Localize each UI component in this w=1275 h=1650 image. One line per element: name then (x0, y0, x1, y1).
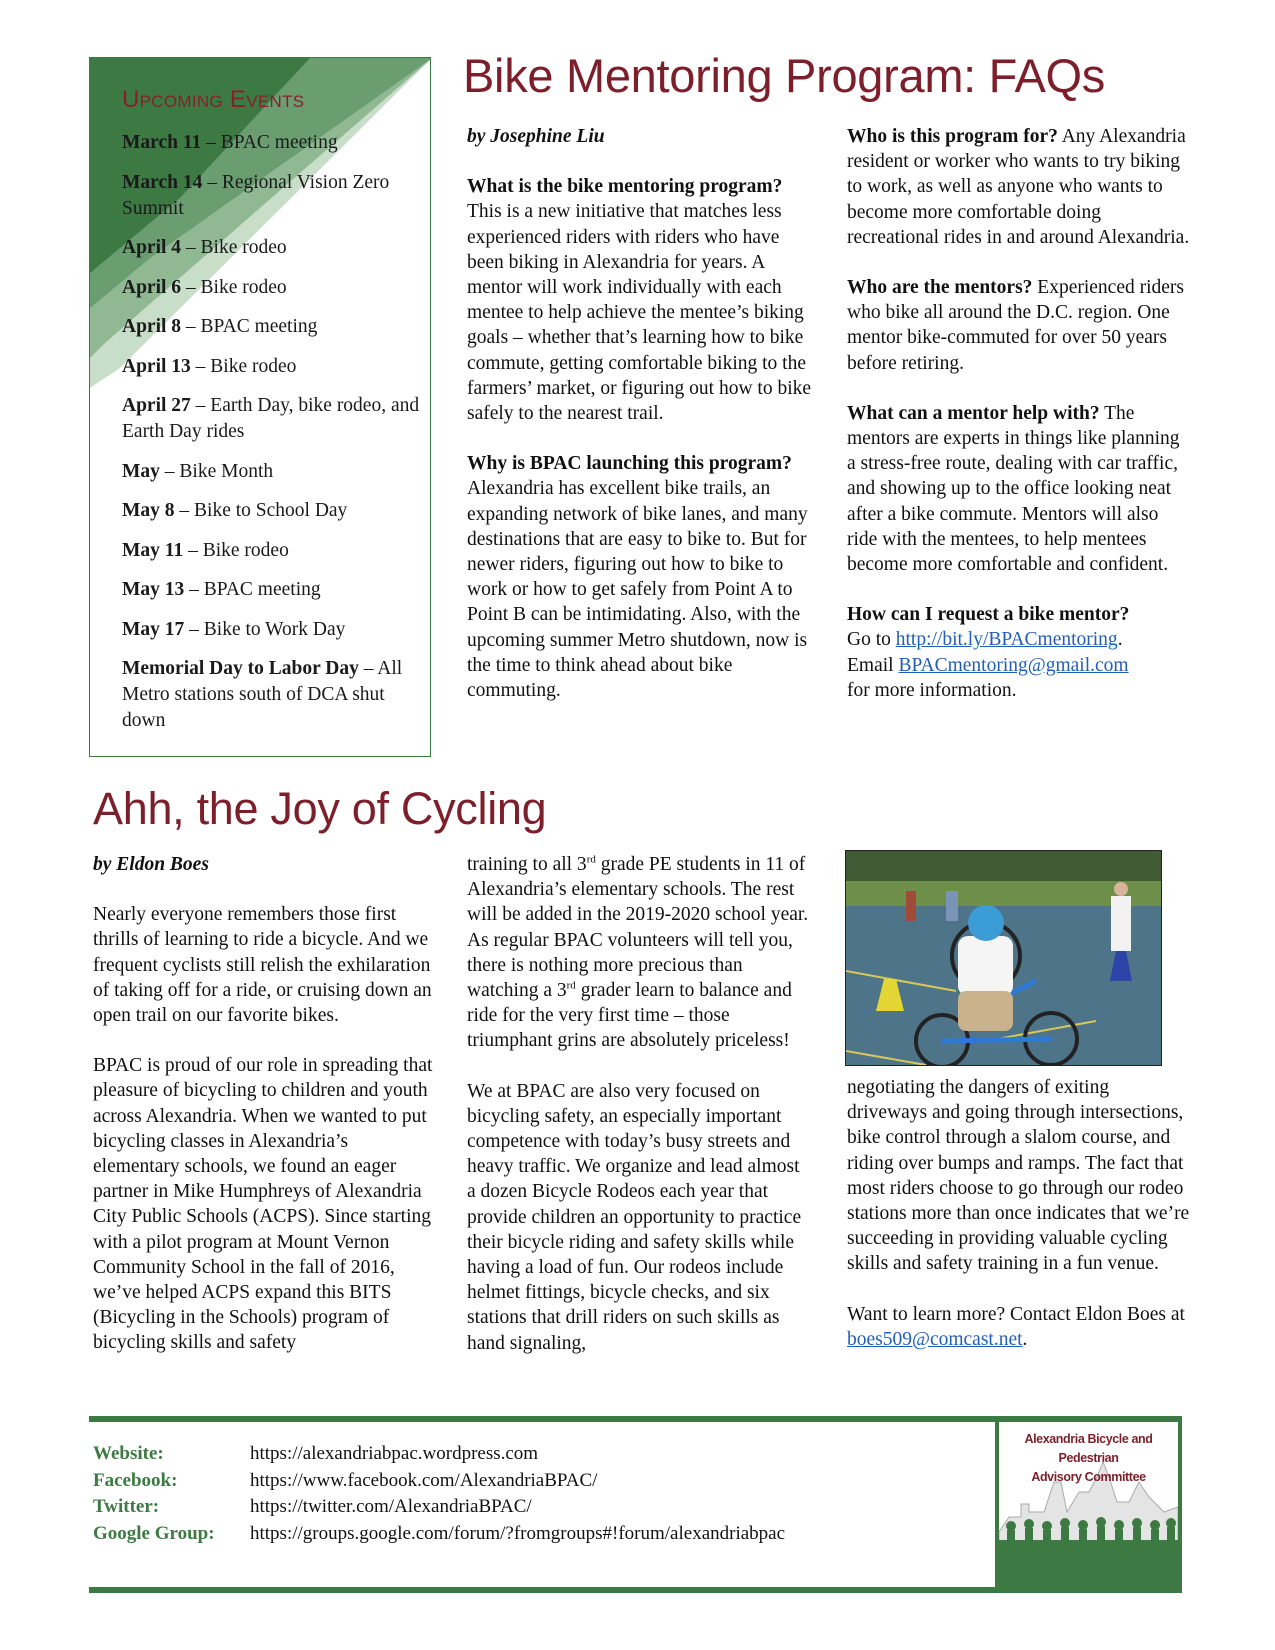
event-item (122, 354, 422, 380)
separator: – (190, 355, 211, 377)
faq-question: Who are the mentors? (847, 277, 1033, 299)
text-run: training to all 3 (467, 854, 587, 875)
event-date: May 17 (122, 618, 185, 640)
event-item (122, 577, 422, 603)
event-desc: Bike rodeo (210, 355, 297, 377)
separator: – (159, 460, 180, 482)
faq-question: Who is this program for? (847, 126, 1058, 147)
joy-paragraph: We at BPAC are also very focused on bicycling safety, an especially important competence with today’s busy streets and heavy traffic. We organize and lead almost a dozen Bicycle Rodeos each year that provide children an opportunity to practice their bicycle riding and safety skills while having a load of fun. Our rodeos include helmet fittings, bicycle checks, and six stations that drill riders on such skills as hand signaling, (467, 1080, 802, 1354)
faq-question: How can I request a bike mentor? (847, 604, 1130, 626)
faq-byline: by Josephine Liu (467, 126, 605, 147)
separator: – (201, 132, 221, 153)
footer-link-row-twitter (93, 1494, 785, 1521)
photo-illustration (846, 851, 1162, 1066)
footer-label: Facebook: (93, 1469, 178, 1491)
joy-paragraph (467, 852, 812, 1054)
event-date: March 14 (122, 171, 203, 193)
footer-link-row-google-group (93, 1521, 785, 1548)
faq-article-title: Bike Mentoring Program: FAQs (463, 49, 1106, 102)
event-date: April 6 (122, 276, 182, 298)
event-item (122, 459, 422, 485)
faq-section (847, 275, 1192, 376)
event-desc: BPAC meeting (220, 132, 338, 153)
bpac-logo (999, 1422, 1178, 1587)
contact-email-link[interactable]: boes509@comcast.net (847, 1328, 1023, 1350)
faq-request-section (847, 602, 1192, 703)
separator: – (190, 395, 211, 416)
footer-label: Google Group: (93, 1522, 215, 1544)
footer-link-row-facebook (93, 1468, 785, 1495)
punctuation: . (1022, 1328, 1028, 1350)
punctuation: . (1117, 629, 1123, 651)
joy-column-1 (93, 852, 438, 1381)
footer-bottom-rule (89, 1587, 1178, 1593)
separator: – (183, 539, 203, 561)
separator: – (358, 658, 378, 679)
mentoring-email-link[interactable]: BPACmentoring@gmail.com (898, 654, 1129, 676)
faq-section (467, 174, 812, 426)
event-desc: Bike rodeo (200, 276, 287, 298)
joy-article-title: Ahh, the Joy of Cycling (93, 783, 547, 834)
event-item (122, 235, 422, 261)
event-item (122, 275, 422, 301)
faq-question: What is the bike mentoring program? (467, 176, 783, 198)
google-group-url[interactable]: https://groups.google.com/forum/?fromgroups#!forum/alexandriabpac (250, 1522, 786, 1544)
separator: – (181, 276, 201, 298)
twitter-url[interactable]: https://twitter.com/AlexandriaBPAC/ (250, 1496, 532, 1517)
event-date: April 13 (122, 355, 191, 377)
faq-answer: The mentors are experts in things like planning a stress-free route, dealing with car traffic, and showing up to the office looking neat after a bike commute. Mentors will also ride with the mentees, to help mentees become more comfortable and confident. (847, 402, 1180, 576)
event-date: May (122, 460, 160, 482)
faq-answer: Experienced riders who bike all around the D.C. region. One mentor bike-commuted for over 50 years before retiring. (847, 277, 1184, 374)
footer-label: Website: (93, 1443, 164, 1464)
event-date: April 8 (122, 316, 182, 337)
event-desc: Earth Day, bike rodeo, and Earth Day rides (122, 395, 420, 442)
separator: – (181, 316, 201, 337)
event-date: May 11 (122, 539, 184, 561)
footer-label: Twitter: (93, 1496, 160, 1517)
faq-answer: Alexandria has excellent bike trails, an expanding network of bike lanes, and many destinations that are easy to bike to. But for newer riders, figuring out how to bike to work or how to get safely from Point A to Point B can be intimidating. Also, with the upcoming summer Metro shutdown, now is the time to think ahead about bike commuting. (467, 478, 808, 702)
event-desc: Bike rodeo (200, 237, 287, 258)
separator: – (202, 171, 222, 193)
logo-line-2: Advisory Committee (1031, 1470, 1146, 1484)
faq-answer: This is a new initiative that matches less experienced riders with riders who have been biking in Alexandria for years. A mentor will work individually with each mentee to help achieve the mentee’s biking goals – whether that’s learning how to bike commute, getting comfortable biking to the farmers’ market, or figuring out how to bike safely to the nearest trail. (467, 201, 812, 425)
mentoring-signup-link[interactable]: http://bit.ly/BPACmentoring (895, 629, 1118, 651)
event-desc: Bike to School Day (194, 500, 348, 521)
footer-link-row-website (93, 1441, 785, 1468)
ordinal-suffix: rd (566, 979, 576, 992)
ordinal-suffix: rd (586, 853, 596, 866)
faq-section (467, 451, 812, 703)
email-label: Email (847, 654, 894, 676)
faq-section (847, 401, 1192, 577)
separator: – (174, 500, 195, 521)
logo-line-1: Alexandria Bicycle and Pedestrian (1024, 1432, 1153, 1465)
footer-links (93, 1441, 785, 1547)
event-item (122, 617, 422, 643)
logo-text (999, 1430, 1178, 1487)
joy-paragraph: Nearly everyone remembers those first thrills of learning to ride a bicycle. And we frequent cyclists still relish the exhilaration of taking off for a ride, or cruising down an open trail on our favorite bikes. (93, 904, 432, 1027)
separator: – (184, 579, 204, 600)
event-date: May 13 (122, 579, 185, 600)
joy-paragraph: BPAC is proud of our role in spreading that pleasure of bicycling to children and youth across Alexandria. When we wanted to put bicycling classes in Alexandria’s elementary schools, we found an eager partner in Mike Humphreys of Alexandria City Public Schools (ACPS). Since starting with a pilot program at Mount Vernon Community School in the fall of 2016, we’ve helped ACPS expand this BITS (Bicycling in the Schools) program of bicycling skills and safety (93, 1055, 433, 1354)
event-date: April 27 (122, 395, 191, 416)
event-desc: BPAC meeting (200, 316, 318, 337)
event-date: Memorial Day to Labor Day (122, 658, 359, 679)
joy-byline: by Eldon Boes (93, 854, 209, 875)
faq-answer: Any Alexandria resident or worker who wants to try biking to work, as well as anyone who wants to become more comfortable doing recreational rides in and around Alexandria. (847, 126, 1190, 248)
event-desc: Bike Month (179, 460, 274, 482)
separator: – (184, 618, 204, 640)
faq-question: Why is BPAC launching this program? (467, 453, 792, 475)
event-date: April 4 (122, 237, 182, 258)
upcoming-events-title: Upcoming Events (122, 86, 305, 113)
event-item (122, 170, 422, 222)
event-item (122, 130, 422, 156)
event-desc: All Metro stations south of DCA shut down (122, 658, 403, 731)
joy-paragraph: negotiating the dangers of exiting driveways and going through intersections, bike control through a slalom course, and riding over bumps and ramps. The fact that most riders choose to go through our rodeo stations more than once indicates that we’re succeeding in providing valuable cycling skills and safety training in a fun venue. (847, 1077, 1190, 1275)
facebook-url[interactable]: https://www.facebook.com/AlexandriaBPAC/ (250, 1469, 598, 1491)
bike-rodeo-photo (845, 850, 1162, 1066)
footer-right-rule (1178, 1416, 1182, 1593)
events-list (122, 130, 422, 748)
separator: – (181, 237, 201, 258)
text-run: grader learn to balance and ride for the very first time – those triumphant grins are absolutely priceless! (467, 980, 792, 1052)
event-item (122, 393, 422, 445)
faq-column-2 (847, 124, 1192, 728)
joy-column-3 (847, 1075, 1192, 1377)
joy-column-2 (467, 852, 812, 1381)
event-item (122, 538, 422, 564)
joy-contact (847, 1302, 1192, 1352)
event-item (122, 656, 422, 734)
more-info-text: for more information. (847, 679, 1017, 701)
event-item (122, 498, 422, 524)
faq-section (847, 124, 1192, 250)
upcoming-events-box (89, 57, 431, 757)
faq-column-1 (467, 124, 812, 728)
text-run: grade PE students in 11 of Alexandria’s elementary schools. The rest will be added in the 2019-2020 school year. As regular BPAC volunteers will tell you, there is nothing more precious than watching a 3 (467, 854, 809, 1002)
website-url[interactable]: https://alexandriabpac.wordpress.com (250, 1443, 539, 1464)
faq-question: What can a mentor help with? (847, 402, 1100, 424)
event-desc: Regional Vision Zero Summit (122, 171, 390, 219)
event-item (122, 314, 422, 340)
event-desc: Bike to Work Day (203, 618, 346, 640)
go-to-label: Go to (847, 629, 891, 651)
event-date: March 11 (122, 132, 202, 153)
event-desc: BPAC meeting (203, 579, 321, 600)
event-date: May 8 (122, 500, 175, 521)
event-desc: Bike rodeo (202, 539, 289, 561)
contact-text: Want to learn more? Contact Eldon Boes at (847, 1303, 1185, 1325)
